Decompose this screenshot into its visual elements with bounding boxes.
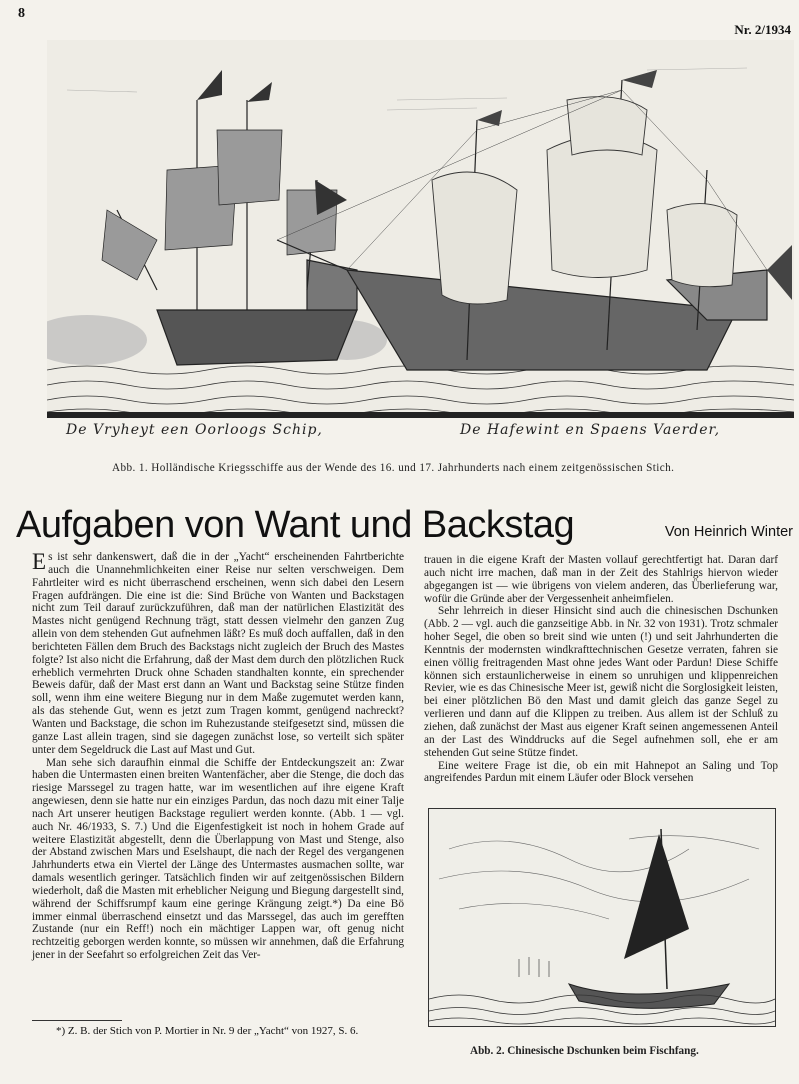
column-2 <box>424 554 778 785</box>
footnote: *) Z. B. der Stich von P. Mortier in Nr. 9 der „Yacht“ von 1927, S. 6. <box>56 1025 359 1037</box>
ships-illustration <box>47 40 794 418</box>
figure-2-caption: Abb. 2. Chinesische Dschunken beim Fischfang. <box>470 1045 699 1057</box>
page-number: 8 <box>18 6 25 21</box>
column-1 <box>32 551 404 962</box>
figure-1-engraving <box>47 40 794 418</box>
junk-illustration <box>429 809 775 1026</box>
paragraph-3: trauen in die eigene Kraft der Masten vollauf gerechtfertigt hat. Daran darf auch nicht irre machen, daß man in der Zeit des Stahlrigs hiervon wieder abgegangen ist — wie übrigens von vielem anderen, das Überlieferung war, wofür die Gründe aber der Vergessenheit anheimfielen. <box>424 554 778 605</box>
engraving-label-left: De Vryheyt een Oorloogs Schip, <box>66 422 323 438</box>
paragraph-5: Eine weitere Frage ist die, ob ein mit Hahnepot an Saling und Top angreifendes Pardun mit einem Läufer oder Block versehen <box>424 759 778 785</box>
engraving-label-right: De Hafewint en Spaens Vaerder, <box>460 422 721 438</box>
paragraph-1-text: s ist sehr dankenswert, daß die in der „Yacht“ erscheinenden Fahrtberichte auch die Unannehmlichkeiten einer Reise nur selten verschweigen. Dem Fahrtleiter wird es nicht überraschend erscheinen, wenn sich dabei den Lesern Fragen aufdrängen. Die eine ist die: Sind Brüche von Wanten und Backstagen nicht zum Teil darauf zurückzuführen, daß man der natürlichen Elastizität des Mastes nicht genügend Rechnung trägt, statt dessen vielmehr den ganzen Zug allein von dem stehenden Gut aufnehmen läßt? Es muß doch auffallen, daß in den berichteten Fällen dem Bruch des Backstags nicht zugleich der Bruch des Mastes folgte? Ist also nicht die Erfahrung, daß der Mast dem durch den plötzlichen Ruck erheblich vermehrten Druck ohne Schaden standhalten konnte, ein sprechender Beweis dafür, daß der Mast erst dann an Want und Backstag seine Stütze finden soll, wenn ihm eine weitere Biegung nur in dem Maße zugemutet werden kann, als das stehende Gut, wenn es jetzt zum Tragen kommt, genügend nachreckt? Wanten und Backstage, die schon im Ruhezustande steifgesetzt sind, müssen die ganze Last allein tragen, sind sie dagegen zunächst lose, so verteilt sich später unter dem Segeldruck die Last auf Mast und Gut. <box>32 551 404 756</box>
article-author: Von Heinrich Winter <box>664 524 793 540</box>
figure-1-caption: Abb. 1. Holländische Kriegsschiffe aus der Wende des 16. und 17. Jahrhunderts nach einem zeitgenössischen Stich. <box>112 462 675 474</box>
figure-2-illustration <box>428 808 776 1027</box>
paragraph-1 <box>32 551 404 757</box>
article-title: Aufgaben von Want und Backstag <box>16 504 575 546</box>
paragraph-2: Man sehe sich daraufhin einmal die Schiffe der Entdeckungszeit an: Zwar haben die Untermasten einen breiten Wantenfächer, aber die Stenge, die doch das riesige Marssegel zu tragen hatte, war im wesentlichen auf ihre eigene Kraft angewiesen, denn sie hatte nur ein einziges Pardun, das noch dazu mit einer Talje nach Art unserer heutigen Backstage reguliert werden konnte. (Abb. 1 — vgl. auch Nr. 46/1933, S. 7.) Und die Eigenfestigkeit ist noch in hohem Grade auf weitere Elastizität abgestellt, denn die Überlappung von Mast und Stenge, also der Abstand zwischen Mars und Eselshaupt, die nach der Regel des vergangenen Jahrhunderts etwa ein Viertel der Länge des Untermastes ausmachen sollte, war damals wesentlich geringer. Tatsächlich finden wir auf zeitgenössischen Bildern wiederholt, daß die Masten mit erheblicher Neigung und Biegung dargestellt sind, während der Schiffsrumpf kaum eine geringe Krängung zeigt.*) Da eine Bö immer einmal überraschend einsetzt und das Marssegel, das auch im gerefften Zustande (nur ein Reff!) noch ein mächtiger Lappen war, oft genug nicht rechtzeitig geborgen werden konnte, so müssen wir annehmen, daß die Erfahrung jener in der Seefahrt so erfolgreichen Zeit das Ver- <box>32 756 404 962</box>
drop-cap: E <box>32 549 47 574</box>
issue-number: Nr. 2/1934 <box>734 22 791 37</box>
footnote-rule <box>32 1020 122 1021</box>
paragraph-4: Sehr lehrreich in dieser Hinsicht sind auch die chinesischen Dschunken (Abb. 2 — vgl. auch die ganzseitige Abb. in Nr. 32 von 1931). Trotz schmaler hoher Segel, die oben so breit sind wie unten (!) und seit Jahrhunderten die Kenntnis der modernsten windkrafttechnischen Gesetze verraten, fahren sie einen völlig freitragenden Mast ohne jedes Want oder Pardun! Diese Schiffe können sich erstaunlicherweise in einem so unruhigen und klippenreichen Revier, wie es das Chinesische Meer ist, gewiß nicht die Sorglosigkeit leisten, bei einer plötzlichen Bö den Mast und damit gleich das ganze Segel zu verlieren und dann auf die Klippen zu treiben. Aus allem ist der Schluß zu ziehen, daß zunächst der Mast aus eigener Kraft seinen angemessenen Anteil an der Last des Winddrucks auf die Segel aufnehmen soll, ehe er am stehenden Gut seine Stütze findet. <box>424 605 778 759</box>
